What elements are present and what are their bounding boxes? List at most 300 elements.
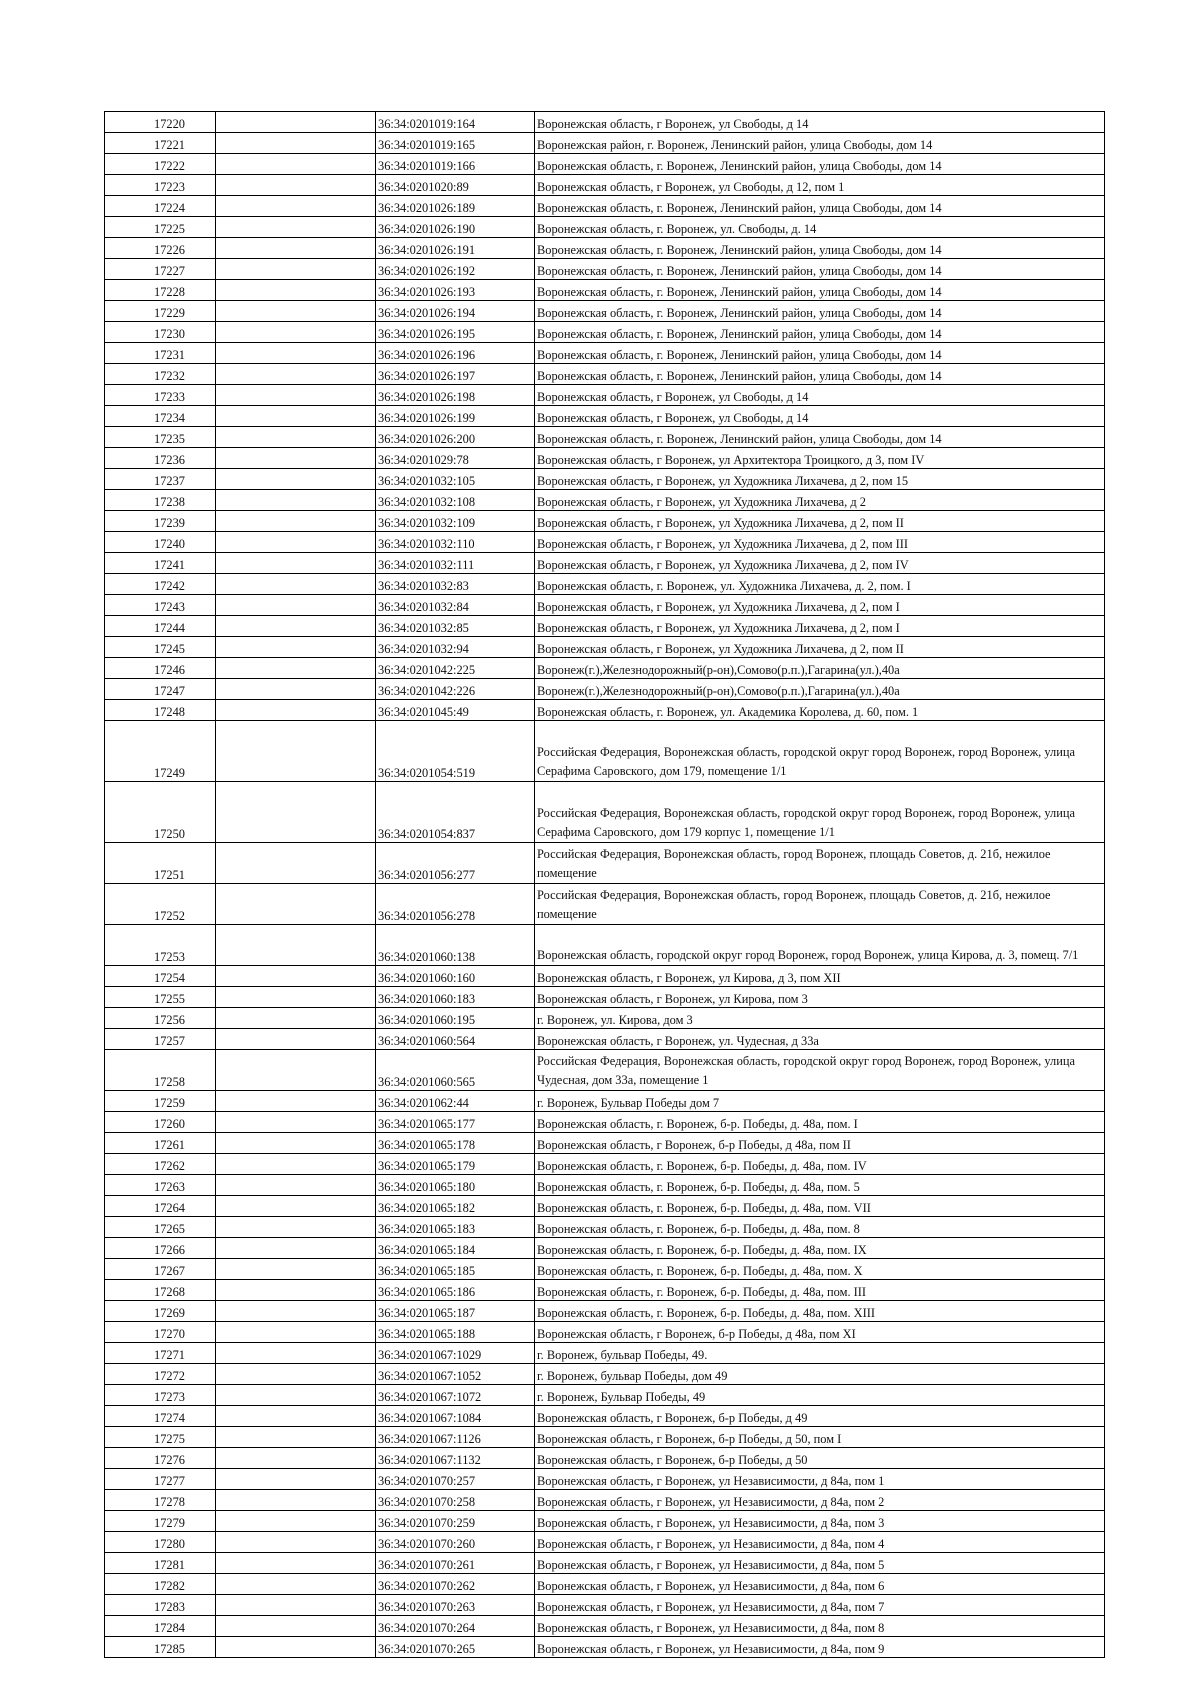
cadastral-number-cell: 36:34:0201019:164	[376, 112, 535, 133]
row-number-cell: 17231	[105, 343, 216, 364]
table-row	[105, 301, 1105, 322]
empty-cell	[216, 1112, 376, 1133]
cadastral-number-cell: 36:34:0201067:1126	[376, 1427, 535, 1448]
row-number-cell: 17222	[105, 154, 216, 175]
row-number-cell: 17265	[105, 1217, 216, 1238]
row-number-cell: 17239	[105, 511, 216, 532]
table-row	[105, 1574, 1105, 1595]
table-row	[105, 532, 1105, 553]
row-number-cell: 17232	[105, 364, 216, 385]
cadastral-number-cell: 36:34:0201060:195	[376, 1008, 535, 1029]
cadastral-number-cell: 36:34:0201026:192	[376, 259, 535, 280]
address-cell: Воронежская область, г Воронеж, ул Независимости, д 84а, пом 1	[535, 1469, 1105, 1490]
table-row	[105, 1553, 1105, 1574]
empty-cell	[216, 448, 376, 469]
table-row	[105, 1154, 1105, 1175]
row-number-cell: 17250	[105, 782, 216, 843]
table-row	[105, 238, 1105, 259]
empty-cell	[216, 987, 376, 1008]
table-row	[105, 1301, 1105, 1322]
cadastral-number-cell: 36:34:0201065:177	[376, 1112, 535, 1133]
empty-cell	[216, 658, 376, 679]
row-number-cell: 17233	[105, 385, 216, 406]
address-cell: Российская Федерация, Воронежская область, городской округ город Воронеж, город Воронеж, улица Серафима Саровского, дом 179, помещение 1/1	[535, 721, 1105, 782]
table-row	[105, 553, 1105, 574]
row-number-cell: 17224	[105, 196, 216, 217]
address-cell: Воронежская область, г. Воронеж, б-р. Победы, д. 48а, пом. I	[535, 1112, 1105, 1133]
address-cell: Воронежская область, г. Воронеж, Ленинский район, улица Свободы, дом 14	[535, 301, 1105, 322]
cadastral-number-cell: 36:34:0201029:78	[376, 448, 535, 469]
empty-cell	[216, 469, 376, 490]
table-row	[105, 1091, 1105, 1112]
address-cell: Воронежская область, г. Воронеж, Ленинский район, улица Свободы, дом 14	[535, 364, 1105, 385]
address-cell: Воронежская область, г Воронеж, ул Художника Лихачева, д 2, пом 15	[535, 469, 1105, 490]
row-number-cell: 17228	[105, 280, 216, 301]
row-number-cell: 17268	[105, 1280, 216, 1301]
cadastral-number-cell: 36:34:0201070:263	[376, 1595, 535, 1616]
table-row	[105, 1196, 1105, 1217]
empty-cell	[216, 154, 376, 175]
row-number-cell: 17260	[105, 1112, 216, 1133]
empty-cell	[216, 385, 376, 406]
table-row	[105, 1175, 1105, 1196]
empty-cell	[216, 1008, 376, 1029]
address-cell: Воронежская область, г Воронеж, ул Свободы, д 14	[535, 385, 1105, 406]
table-row	[105, 1427, 1105, 1448]
empty-cell	[216, 1133, 376, 1154]
address-cell: Воронежская область, г Воронеж, б-р Победы, д 50, пом I	[535, 1427, 1105, 1448]
cadastral-number-cell: 36:34:0201065:180	[376, 1175, 535, 1196]
row-number-cell: 17236	[105, 448, 216, 469]
table-row	[105, 343, 1105, 364]
address-cell: Воронежская область, г Воронеж, ул Независимости, д 84а, пом 9	[535, 1637, 1105, 1658]
empty-cell	[216, 1175, 376, 1196]
cadastral-number-cell: 36:34:0201032:110	[376, 532, 535, 553]
row-number-cell: 17225	[105, 217, 216, 238]
cadastral-number-cell: 36:34:0201042:226	[376, 679, 535, 700]
address-cell: Воронежская область, г. Воронеж, б-р. Победы, д. 48а, пом. XIII	[535, 1301, 1105, 1322]
table-row	[105, 925, 1105, 966]
table-row	[105, 1217, 1105, 1238]
cadastral-number-cell: 36:34:0201067:1029	[376, 1343, 535, 1364]
table-row	[105, 469, 1105, 490]
empty-cell	[216, 1196, 376, 1217]
empty-cell	[216, 490, 376, 511]
cadastral-number-cell: 36:34:0201065:179	[376, 1154, 535, 1175]
row-number-cell: 17263	[105, 1175, 216, 1196]
row-number-cell: 17285	[105, 1637, 216, 1658]
empty-cell	[216, 616, 376, 637]
cadastral-number-cell: 36:34:0201065:184	[376, 1238, 535, 1259]
table-row	[105, 511, 1105, 532]
cadastral-number-cell: 36:34:0201065:183	[376, 1217, 535, 1238]
cadastral-number-cell: 36:34:0201070:262	[376, 1574, 535, 1595]
table-row	[105, 1029, 1105, 1050]
address-cell: Воронежская область, г Воронеж, ул Независимости, д 84а, пом 2	[535, 1490, 1105, 1511]
empty-cell	[216, 595, 376, 616]
address-cell: Воронежская область, г Воронеж, ул Художника Лихачева, д 2, пом I	[535, 595, 1105, 616]
cadastral-number-cell: 36:34:0201026:189	[376, 196, 535, 217]
cadastral-number-cell: 36:34:0201065:188	[376, 1322, 535, 1343]
table-row	[105, 700, 1105, 721]
row-number-cell: 17258	[105, 1050, 216, 1091]
empty-cell	[216, 1553, 376, 1574]
table-row	[105, 280, 1105, 301]
table-row	[105, 112, 1105, 133]
empty-cell	[216, 1280, 376, 1301]
table-row	[105, 658, 1105, 679]
row-number-cell: 17229	[105, 301, 216, 322]
cadastral-number-cell: 36:34:0201070:261	[376, 1553, 535, 1574]
address-cell: Российская Федерация, Воронежская область, городской округ город Воронеж, город Воронеж, улица Чудесная, дом 33а, помещение 1	[535, 1050, 1105, 1091]
row-number-cell: 17278	[105, 1490, 216, 1511]
address-cell: Воронежская область, г. Воронеж, ул. Академика Королева, д. 60, пом. 1	[535, 700, 1105, 721]
registry-table	[104, 111, 1105, 1658]
empty-cell	[216, 574, 376, 595]
cadastral-number-cell: 36:34:0201026:197	[376, 364, 535, 385]
cadastral-number-cell: 36:34:0201065:178	[376, 1133, 535, 1154]
table-row	[105, 1050, 1105, 1091]
empty-cell	[216, 1427, 376, 1448]
row-number-cell: 17243	[105, 595, 216, 616]
row-number-cell: 17223	[105, 175, 216, 196]
address-cell: Воронежская область, г. Воронеж, ул. Свободы, д. 14	[535, 217, 1105, 238]
address-cell: Российская Федерация, Воронежская область, город Воронеж, площадь Советов, д. 21б, нежилое помещение	[535, 843, 1105, 884]
row-number-cell: 17246	[105, 658, 216, 679]
empty-cell	[216, 301, 376, 322]
table-row	[105, 1490, 1105, 1511]
empty-cell	[216, 966, 376, 987]
address-cell: г. Воронеж, бульвар Победы, дом 49	[535, 1364, 1105, 1385]
address-cell: Воронежская область, городской округ город Воронеж, город Воронеж, улица Кирова, д. 3, помещ. 7/1	[535, 925, 1105, 966]
table-row	[105, 448, 1105, 469]
cadastral-number-cell: 36:34:0201026:191	[376, 238, 535, 259]
cadastral-number-cell: 36:34:0201032:84	[376, 595, 535, 616]
empty-cell	[216, 925, 376, 966]
table-row	[105, 1637, 1105, 1658]
empty-cell	[216, 280, 376, 301]
empty-cell	[216, 1301, 376, 1322]
table-row	[105, 574, 1105, 595]
cadastral-number-cell: 36:34:0201060:564	[376, 1029, 535, 1050]
empty-cell	[216, 1637, 376, 1658]
row-number-cell: 17271	[105, 1343, 216, 1364]
address-cell: Воронежская область, г Воронеж, ул Независимости, д 84а, пом 5	[535, 1553, 1105, 1574]
table-row	[105, 679, 1105, 700]
table-row	[105, 1112, 1105, 1133]
address-cell: Воронежская область, г. Воронеж, б-р. Победы, д. 48а, пом. VII	[535, 1196, 1105, 1217]
empty-cell	[216, 343, 376, 364]
row-number-cell: 17269	[105, 1301, 216, 1322]
row-number-cell: 17277	[105, 1469, 216, 1490]
table-row	[105, 364, 1105, 385]
row-number-cell: 17226	[105, 238, 216, 259]
address-cell: Воронежская область, г. Воронеж, Ленинский район, улица Свободы, дом 14	[535, 259, 1105, 280]
table-row	[105, 196, 1105, 217]
table-row	[105, 1511, 1105, 1532]
table-row	[105, 1280, 1105, 1301]
address-cell: Воронежская область, г Воронеж, ул Свободы, д 14	[535, 406, 1105, 427]
cadastral-number-cell: 36:34:0201070:260	[376, 1532, 535, 1553]
row-number-cell: 17248	[105, 700, 216, 721]
row-number-cell: 17261	[105, 1133, 216, 1154]
cadastral-number-cell: 36:34:0201026:194	[376, 301, 535, 322]
row-number-cell: 17230	[105, 322, 216, 343]
row-number-cell: 17251	[105, 843, 216, 884]
address-cell: г. Воронеж, Бульвар Победы, 49	[535, 1385, 1105, 1406]
table-row	[105, 637, 1105, 658]
address-cell: г. Воронеж, ул. Кирова, дом 3	[535, 1008, 1105, 1029]
address-cell: Воронежская область, г. Воронеж, ул. Художника Лихачева, д. 2, пом. I	[535, 574, 1105, 595]
address-cell: Воронежская область, г Воронеж, ул Независимости, д 84а, пом 8	[535, 1616, 1105, 1637]
cadastral-number-cell: 36:34:0201060:565	[376, 1050, 535, 1091]
empty-cell	[216, 1469, 376, 1490]
address-cell: Воронежская область, г Воронеж, ул Художника Лихачева, д 2, пом I	[535, 616, 1105, 637]
empty-cell	[216, 1385, 376, 1406]
table-row	[105, 616, 1105, 637]
cadastral-number-cell: 36:34:0201062:44	[376, 1091, 535, 1112]
address-cell: Воронежская область, г Воронеж, ул Свободы, д 14	[535, 112, 1105, 133]
address-cell: Воронежская область, г Воронеж, б-р Победы, д 48а, пом XI	[535, 1322, 1105, 1343]
address-cell: Воронежская область, г. Воронеж, б-р. Победы, д. 48а, пом. 8	[535, 1217, 1105, 1238]
row-number-cell: 17237	[105, 469, 216, 490]
address-cell: Воронежская область, г. Воронеж, Ленинский район, улица Свободы, дом 14	[535, 238, 1105, 259]
empty-cell	[216, 259, 376, 280]
empty-cell	[216, 1364, 376, 1385]
empty-cell	[216, 1448, 376, 1469]
table-row	[105, 385, 1105, 406]
row-number-cell: 17282	[105, 1574, 216, 1595]
table-row	[105, 1595, 1105, 1616]
cadastral-number-cell: 36:34:0201026:198	[376, 385, 535, 406]
empty-cell	[216, 1595, 376, 1616]
address-cell: Воронежская область, г. Воронеж, б-р. Победы, д. 48а, пом. X	[535, 1259, 1105, 1280]
empty-cell	[216, 1616, 376, 1637]
row-number-cell: 17257	[105, 1029, 216, 1050]
empty-cell	[216, 637, 376, 658]
cadastral-number-cell: 36:34:0201070:265	[376, 1637, 535, 1658]
address-cell: Российская Федерация, Воронежская область, город Воронеж, площадь Советов, д. 21б, нежилое помещение	[535, 884, 1105, 925]
empty-cell	[216, 196, 376, 217]
address-cell: Воронежская область, г. Воронеж, б-р. Победы, д. 48а, пом. IV	[535, 1154, 1105, 1175]
cadastral-number-cell: 36:34:0201067:1052	[376, 1364, 535, 1385]
row-number-cell: 17249	[105, 721, 216, 782]
empty-cell	[216, 1154, 376, 1175]
cadastral-number-cell: 36:34:0201032:111	[376, 553, 535, 574]
cadastral-number-cell: 36:34:0201060:160	[376, 966, 535, 987]
address-cell: Воронежская область, г Воронеж, ул Независимости, д 84а, пом 3	[535, 1511, 1105, 1532]
address-cell: Воронежская область, г Воронеж, ул Независимости, д 84а, пом 4	[535, 1532, 1105, 1553]
address-cell: Воронежская область, г. Воронеж, Ленинский район, улица Свободы, дом 14	[535, 280, 1105, 301]
table-row	[105, 490, 1105, 511]
cadastral-number-cell: 36:34:0201026:196	[376, 343, 535, 364]
table-row	[105, 843, 1105, 884]
table-row	[105, 1448, 1105, 1469]
row-number-cell: 17270	[105, 1322, 216, 1343]
row-number-cell: 17244	[105, 616, 216, 637]
empty-cell	[216, 553, 376, 574]
table-row	[105, 595, 1105, 616]
address-cell: Воронежская область, г Воронеж, ул. Чудесная, д 33а	[535, 1029, 1105, 1050]
address-cell: Воронежская область, г Воронеж, б-р Победы, д 50	[535, 1448, 1105, 1469]
empty-cell	[216, 1259, 376, 1280]
address-cell: Воронежская область, г. Воронеж, Ленинский район, улица Свободы, дом 14	[535, 322, 1105, 343]
table-row	[105, 1364, 1105, 1385]
address-cell: Воронежская область, г Воронеж, ул Архитектора Троицкого, д 3, пом IV	[535, 448, 1105, 469]
empty-cell	[216, 1217, 376, 1238]
row-number-cell: 17280	[105, 1532, 216, 1553]
row-number-cell: 17262	[105, 1154, 216, 1175]
address-cell: Воронежская область, г Воронеж, б-р Победы, д 49	[535, 1406, 1105, 1427]
empty-cell	[216, 700, 376, 721]
empty-cell	[216, 1343, 376, 1364]
cadastral-number-cell: 36:34:0201070:257	[376, 1469, 535, 1490]
address-cell: Российская Федерация, Воронежская область, городской округ город Воронеж, город Воронеж, улица Серафима Саровского, дом 179 корпус 1, помещение 1/1	[535, 782, 1105, 843]
table-row	[105, 154, 1105, 175]
empty-cell	[216, 1511, 376, 1532]
empty-cell	[216, 1532, 376, 1553]
empty-cell	[216, 1050, 376, 1091]
cadastral-number-cell: 36:34:0201065:182	[376, 1196, 535, 1217]
address-cell: Воронеж(г.),Железнодорожный(р-он),Сомово(р.п.),Гагарина(ул.),40а	[535, 658, 1105, 679]
address-cell: Воронежская область, г Воронеж, ул Кирова, д 3, пом XII	[535, 966, 1105, 987]
table-row	[105, 259, 1105, 280]
empty-cell	[216, 112, 376, 133]
row-number-cell: 17221	[105, 133, 216, 154]
address-cell: Воронежская район, г. Воронеж, Ленинский район, улица Свободы, дом 14	[535, 133, 1105, 154]
empty-cell	[216, 322, 376, 343]
cadastral-number-cell: 36:34:0201067:1132	[376, 1448, 535, 1469]
row-number-cell: 17241	[105, 553, 216, 574]
empty-cell	[216, 238, 376, 259]
address-cell: Воронежская область, г. Воронеж, б-р. Победы, д. 48а, пом. III	[535, 1280, 1105, 1301]
row-number-cell: 17284	[105, 1616, 216, 1637]
table-row	[105, 1008, 1105, 1029]
table-row	[105, 721, 1105, 782]
cadastral-number-cell: 36:34:0201070:264	[376, 1616, 535, 1637]
address-cell: Воронеж(г.),Железнодорожный(р-он),Сомово(р.п.),Гагарина(ул.),40а	[535, 679, 1105, 700]
empty-cell	[216, 133, 376, 154]
table-row	[105, 217, 1105, 238]
table-row	[105, 1322, 1105, 1343]
table-row	[105, 133, 1105, 154]
address-cell: Воронежская область, г Воронеж, ул Кирова, пом 3	[535, 987, 1105, 1008]
row-number-cell: 17266	[105, 1238, 216, 1259]
address-cell: г. Воронеж, бульвар Победы, 49.	[535, 1343, 1105, 1364]
empty-cell	[216, 843, 376, 884]
cadastral-number-cell: 36:34:0201032:105	[376, 469, 535, 490]
table-row	[105, 1343, 1105, 1364]
table-row	[105, 322, 1105, 343]
cadastral-number-cell: 36:34:0201067:1072	[376, 1385, 535, 1406]
row-number-cell: 17272	[105, 1364, 216, 1385]
address-cell: Воронежская область, г Воронеж, ул Независимости, д 84а, пом 6	[535, 1574, 1105, 1595]
row-number-cell: 17283	[105, 1595, 216, 1616]
cadastral-number-cell: 36:34:0201026:199	[376, 406, 535, 427]
cadastral-number-cell: 36:34:0201070:259	[376, 1511, 535, 1532]
empty-cell	[216, 175, 376, 196]
cadastral-number-cell: 36:34:0201065:186	[376, 1280, 535, 1301]
table-row	[105, 1259, 1105, 1280]
table-row	[105, 175, 1105, 196]
address-cell: Воронежская область, г. Воронеж, б-р. Победы, д. 48а, пом. 5	[535, 1175, 1105, 1196]
cadastral-number-cell: 36:34:0201054:837	[376, 782, 535, 843]
address-cell: г. Воронеж, Бульвар Победы дом 7	[535, 1091, 1105, 1112]
empty-cell	[216, 217, 376, 238]
address-cell: Воронежская область, г. Воронеж, б-р. Победы, д. 48а, пом. IX	[535, 1238, 1105, 1259]
table-row	[105, 1133, 1105, 1154]
cadastral-number-cell: 36:34:0201045:49	[376, 700, 535, 721]
cadastral-number-cell: 36:34:0201026:195	[376, 322, 535, 343]
row-number-cell: 17227	[105, 259, 216, 280]
row-number-cell: 17240	[105, 532, 216, 553]
table-row	[105, 1616, 1105, 1637]
row-number-cell: 17274	[105, 1406, 216, 1427]
empty-cell	[216, 532, 376, 553]
empty-cell	[216, 1238, 376, 1259]
row-number-cell: 17247	[105, 679, 216, 700]
address-cell: Воронежская область, г Воронеж, ул Художника Лихачева, д 2, пом II	[535, 511, 1105, 532]
table-row	[105, 1532, 1105, 1553]
empty-cell	[216, 721, 376, 782]
cadastral-number-cell: 36:34:0201060:138	[376, 925, 535, 966]
table-row	[105, 782, 1105, 843]
empty-cell	[216, 1574, 376, 1595]
cadastral-number-cell: 36:34:0201056:278	[376, 884, 535, 925]
cadastral-number-cell: 36:34:0201067:1084	[376, 1406, 535, 1427]
row-number-cell: 17281	[105, 1553, 216, 1574]
row-number-cell: 17245	[105, 637, 216, 658]
table-row	[105, 966, 1105, 987]
address-cell: Воронежская область, г Воронеж, ул Художника Лихачева, д 2	[535, 490, 1105, 511]
empty-cell	[216, 782, 376, 843]
row-number-cell: 17220	[105, 112, 216, 133]
empty-cell	[216, 511, 376, 532]
row-number-cell: 17234	[105, 406, 216, 427]
row-number-cell: 17235	[105, 427, 216, 448]
row-number-cell: 17279	[105, 1511, 216, 1532]
table-row	[105, 884, 1105, 925]
row-number-cell: 17273	[105, 1385, 216, 1406]
empty-cell	[216, 1322, 376, 1343]
address-cell: Воронежская область, г. Воронеж, Ленинский район, улица Свободы, дом 14	[535, 427, 1105, 448]
empty-cell	[216, 364, 376, 385]
table-row	[105, 1406, 1105, 1427]
table-row	[105, 987, 1105, 1008]
cadastral-number-cell: 36:34:0201060:183	[376, 987, 535, 1008]
row-number-cell: 17259	[105, 1091, 216, 1112]
cadastral-number-cell: 36:34:0201032:85	[376, 616, 535, 637]
empty-cell	[216, 1490, 376, 1511]
row-number-cell: 17275	[105, 1427, 216, 1448]
address-cell: Воронежская область, г Воронеж, ул Свободы, д 12, пом 1	[535, 175, 1105, 196]
cadastral-number-cell: 36:34:0201026:190	[376, 217, 535, 238]
row-number-cell: 17253	[105, 925, 216, 966]
address-cell: Воронежская область, г. Воронеж, Ленинский район, улица Свободы, дом 14	[535, 196, 1105, 217]
cadastral-number-cell: 36:34:0201032:108	[376, 490, 535, 511]
address-cell: Воронежская область, г. Воронеж, Ленинский район, улица Свободы, дом 14	[535, 154, 1105, 175]
empty-cell	[216, 1406, 376, 1427]
table-row	[105, 427, 1105, 448]
cadastral-number-cell: 36:34:0201026:193	[376, 280, 535, 301]
registry-table-body	[105, 112, 1105, 1658]
address-cell: Воронежская область, г Воронеж, ул Художника Лихачева, д 2, пом II	[535, 637, 1105, 658]
address-cell: Воронежская область, г Воронеж, ул Художника Лихачева, д 2, пом IV	[535, 553, 1105, 574]
row-number-cell: 17242	[105, 574, 216, 595]
table-row	[105, 1385, 1105, 1406]
cadastral-number-cell: 36:34:0201065:187	[376, 1301, 535, 1322]
cadastral-number-cell: 36:34:0201042:225	[376, 658, 535, 679]
